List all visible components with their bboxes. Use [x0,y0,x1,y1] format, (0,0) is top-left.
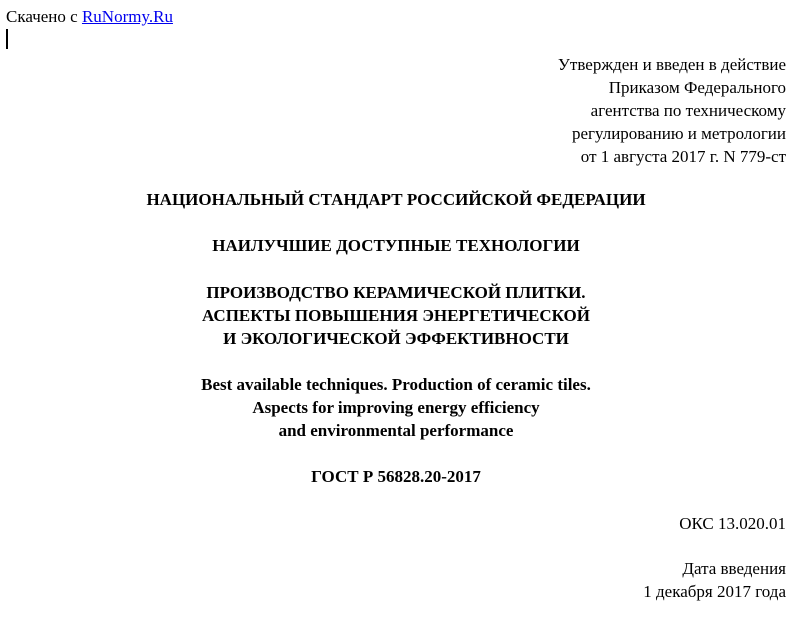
title-ru-line: ПРОИЗВОДСТВО КЕРАМИЧЕСКОЙ ПЛИТКИ. [206,283,586,302]
document-title-ru [0,281,792,350]
approval-line: Приказом Федерального [608,78,786,97]
source-prefix: Скачено с [6,7,82,26]
series-title [0,234,792,257]
introduction-date: 1 декабря 2017 года [643,582,786,601]
text-cursor [6,29,8,49]
title-en-line: Aspects for improving energy efficiency [252,398,540,417]
introduction-label: Дата введения [682,559,786,578]
oks-classification [386,512,786,535]
standard-code [0,465,792,488]
standard-header-text: НАЦИОНАЛЬНЫЙ СТАНДАРТ РОССИЙСКОЙ ФЕДЕРАЦИИ [146,190,646,209]
approval-line: агентства по техническому [590,101,786,120]
title-ru-line: АСПЕКТЫ ПОВЫШЕНИЯ ЭНЕРГЕТИЧЕСКОЙ [202,306,590,325]
approval-line: от 1 августа 2017 г. N 779-ст [580,147,786,166]
title-en-line: and environmental performance [278,421,514,440]
approval-line: регулированию и метрологии [571,124,786,143]
title-en-line: Best available techniques. Production of ceramic tiles. [201,375,591,394]
standard-header [0,188,792,211]
approval-line: Утвержден и введен в действие [557,55,786,74]
oks-code: ОКС 13.020.01 [679,514,786,533]
series-title-text: НАИЛУЧШИЕ ДОСТУПНЫЕ ТЕХНОЛОГИИ [212,236,580,255]
introduction-date-block [386,557,786,603]
document-title-en [0,373,792,442]
source-line [6,7,173,27]
source-link[interactable]: RuNormy.Ru [81,7,173,26]
title-ru-line: И ЭКОЛОГИЧЕСКОЙ ЭФФЕКТИВНОСТИ [223,329,569,348]
approval-block [386,53,786,168]
standard-code-text: ГОСТ Р 56828.20-2017 [311,467,481,486]
